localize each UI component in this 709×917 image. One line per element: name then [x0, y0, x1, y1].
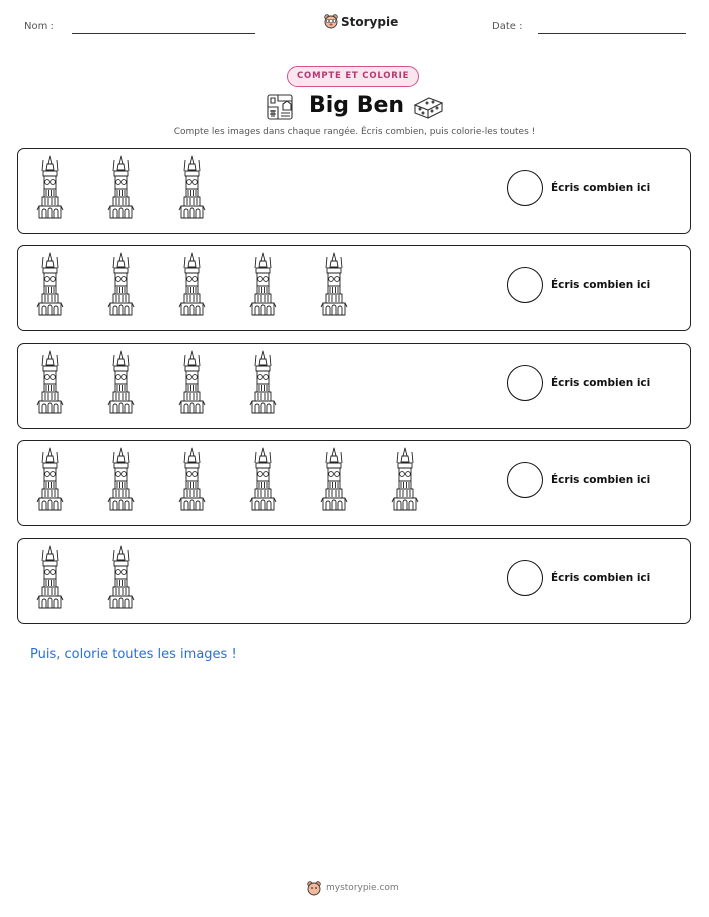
- footer-instruction: Puis, colorie toutes les images !: [30, 647, 237, 662]
- big-ben-tower-icon[interactable]: [178, 447, 206, 511]
- instructions: Compte les images dans chaque rangée. Écris combien, puis colorie-les toutes !: [173, 127, 536, 137]
- name-line[interactable]: [72, 33, 255, 34]
- answer-circle[interactable]: [507, 365, 543, 401]
- big-ben-tower-icon[interactable]: [178, 350, 206, 414]
- date-line[interactable]: [538, 33, 686, 34]
- answer-prompt: Écris combien ici: [551, 377, 651, 389]
- answer-circle[interactable]: [507, 462, 543, 498]
- storypie-bear-icon: [323, 13, 339, 29]
- big-ben-tower-icon[interactable]: [36, 155, 64, 219]
- big-ben-tower-icon[interactable]: [107, 447, 135, 511]
- map-icon: [266, 93, 294, 121]
- big-ben-tower-icon[interactable]: [249, 252, 277, 316]
- answer-circle[interactable]: [507, 170, 543, 206]
- big-ben-tower-icon[interactable]: [36, 447, 64, 511]
- footer-site: mystorypie.com: [326, 883, 399, 893]
- answer-prompt: Écris combien ici: [551, 279, 651, 291]
- storypie-bear-icon: [306, 880, 322, 896]
- brand-name: Storypie: [341, 15, 399, 29]
- answer-prompt: Écris combien ici: [551, 182, 651, 194]
- worksheet-type-badge: COMPTE ET COLORIE: [287, 66, 419, 87]
- count-row: [17, 148, 691, 234]
- big-ben-tower-icon[interactable]: [178, 155, 206, 219]
- big-ben-tower-icon[interactable]: [36, 545, 64, 609]
- sponge-icon: [412, 94, 444, 120]
- answer-prompt: Écris combien ici: [551, 474, 651, 486]
- count-row: [17, 343, 691, 429]
- big-ben-tower-icon[interactable]: [107, 350, 135, 414]
- big-ben-tower-icon[interactable]: [320, 447, 348, 511]
- answer-circle[interactable]: [507, 267, 543, 303]
- answer-circle[interactable]: [507, 560, 543, 596]
- big-ben-tower-icon[interactable]: [391, 447, 419, 511]
- date-label: Date :: [492, 21, 523, 32]
- big-ben-tower-icon[interactable]: [36, 350, 64, 414]
- count-row: [17, 245, 691, 331]
- big-ben-tower-icon[interactable]: [36, 252, 64, 316]
- big-ben-tower-icon[interactable]: [249, 447, 277, 511]
- name-label: Nom :: [24, 21, 54, 32]
- big-ben-tower-icon[interactable]: [107, 545, 135, 609]
- count-row: [17, 538, 691, 624]
- big-ben-tower-icon[interactable]: [107, 155, 135, 219]
- big-ben-tower-icon[interactable]: [107, 252, 135, 316]
- big-ben-tower-icon[interactable]: [320, 252, 348, 316]
- count-row: [17, 440, 691, 526]
- big-ben-tower-icon[interactable]: [249, 350, 277, 414]
- big-ben-tower-icon[interactable]: [178, 252, 206, 316]
- page-title: Big Ben: [309, 93, 405, 118]
- answer-prompt: Écris combien ici: [551, 572, 651, 584]
